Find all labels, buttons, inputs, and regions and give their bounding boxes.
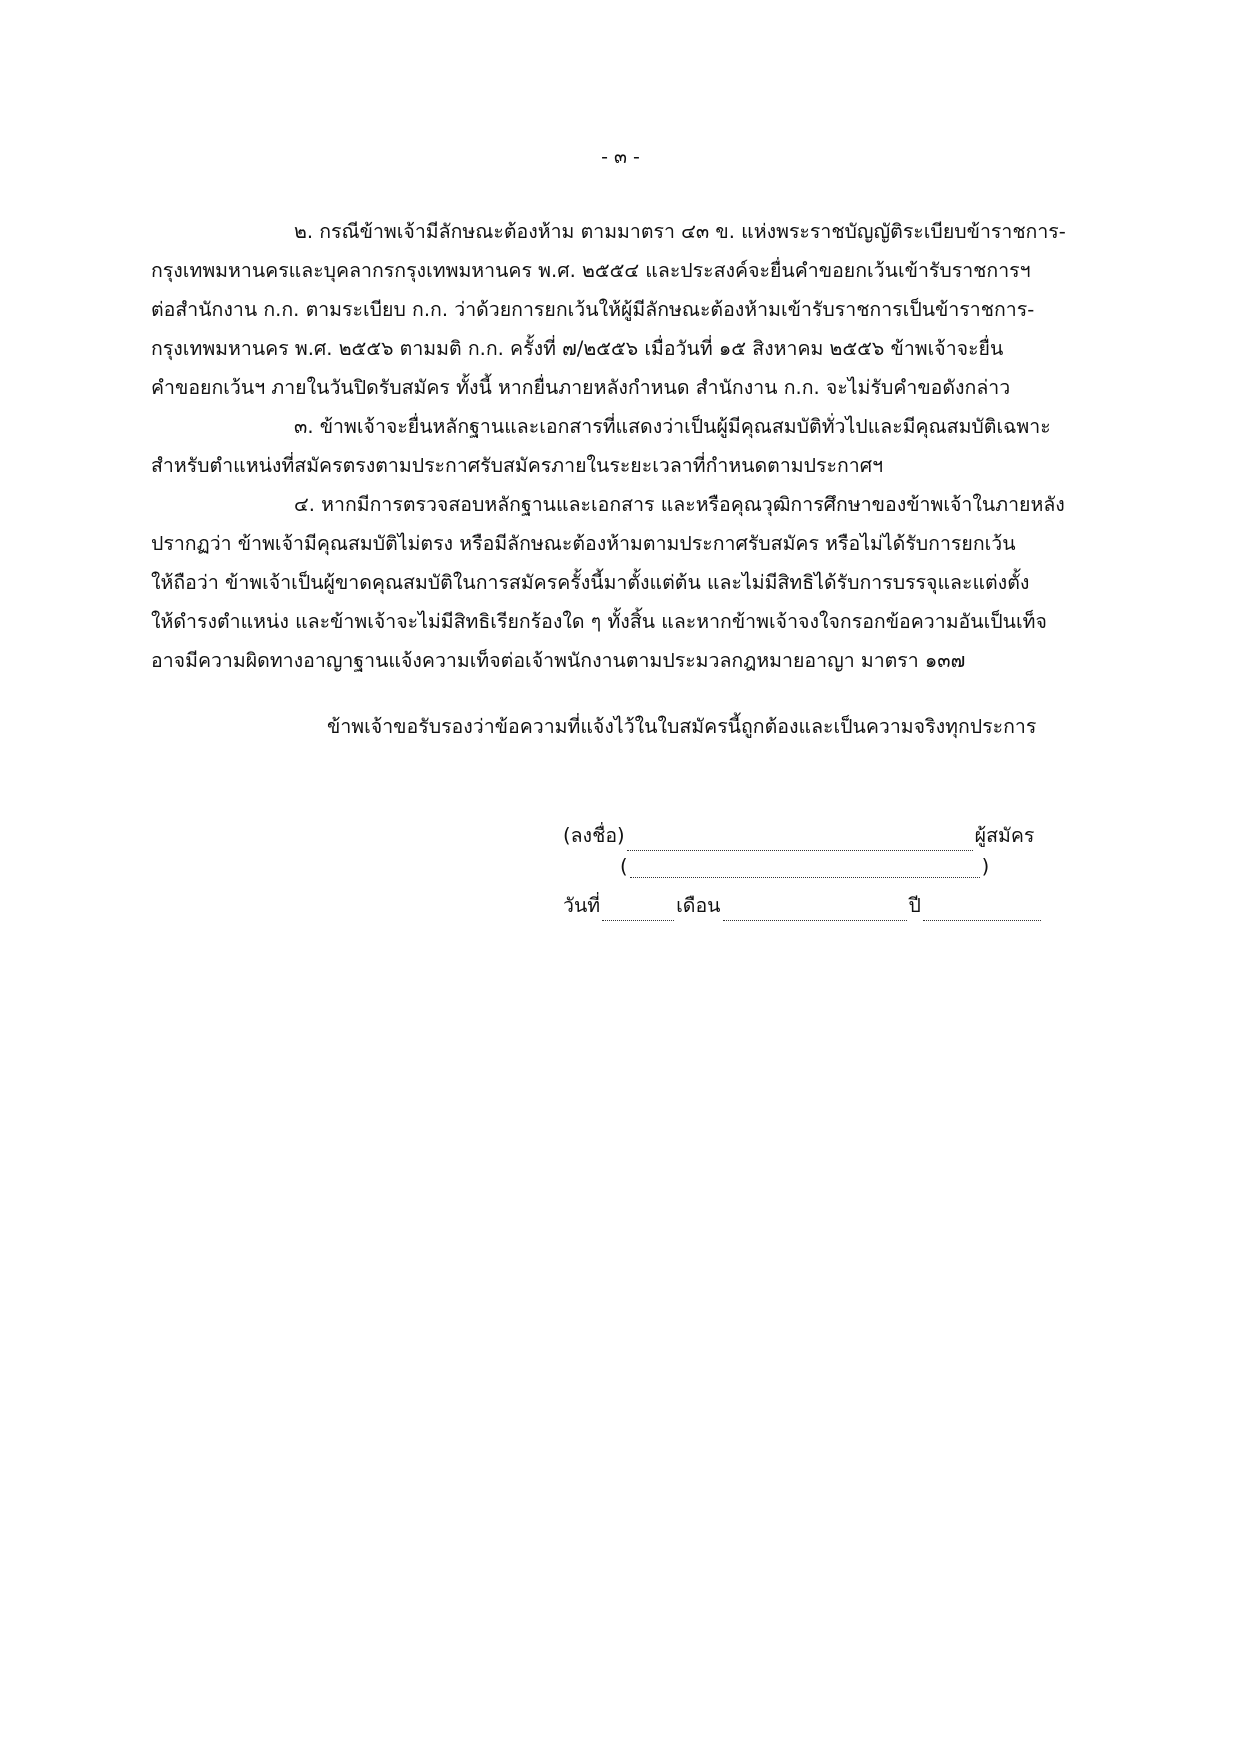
printed-name-blank[interactable] xyxy=(630,855,980,878)
applicant-label: ผู้สมัคร xyxy=(974,824,1035,847)
certification-statement: ข้าพเจ้าขอรับรองว่าข้อความที่แจ้งไว้ในใบสมัครนี้ถูกต้องและเป็นความจริงทุกประการ xyxy=(327,715,1037,738)
date-line xyxy=(563,890,1043,921)
open-paren: ( xyxy=(620,855,628,878)
paragraph-3-line-2: สำหรับตำแหน่งที่สมัครตรงตามประกาศรับสมัครภายในระยะเวลาที่กำหนดตามประกาศฯ xyxy=(151,454,884,477)
signature-blank[interactable] xyxy=(627,828,973,851)
paragraph-2-line-1: ๒. กรณีข้าพเจ้ามีลักษณะต้องห้าม ตามมาตรา ๔๓ ข. แห่งพระราชบัญญัติระเบียบข้าราชการ- xyxy=(294,220,1066,243)
paragraph-2-line-4: กรุงเทพมหานคร พ.ศ. ๒๕๕๖ ตามมติ ก.ก. ครั้งที่ ๗/๒๕๕๖ เมื่อวันที่ ๑๕ สิงหาคม ๒๕๕๖ ข้าพเจ้าจะยื่น xyxy=(151,337,1004,360)
paragraph-4-line-2: ปรากฏว่า ข้าพเจ้ามีคุณสมบัติไม่ตรง หรือมีลักษณะต้องห้ามตามประกาศรับสมัคร หรือไม่ได้รับการยกเว้น xyxy=(151,532,1016,555)
paragraph-4-line-4: ให้ดำรงตำแหน่ง และข้าพเจ้าจะไม่มีสิทธิเรียกร้องใด ๆ ทั้งสิ้น และหากข้าพเจ้าจงใจกรอกข้อความอันเป็นเท็จ xyxy=(151,610,1047,633)
close-paren: ) xyxy=(981,855,990,878)
page-number: - ๓ - xyxy=(601,146,640,168)
month-blank[interactable] xyxy=(723,898,907,921)
year-blank[interactable] xyxy=(923,898,1041,921)
paragraph-4-line-1: ๔. หากมีการตรวจสอบหลักฐานและเอกสาร และหรือคุณวุฒิการศึกษาของข้าพเจ้าในภายหลัง xyxy=(294,493,1065,516)
paragraph-3-line-1: ๓. ข้าพเจ้าจะยื่นหลักฐานและเอกสารที่แสดงว่าเป็นผู้มีคุณสมบัติทั่วไปและมีคุณสมบัติเฉพาะ xyxy=(294,415,1051,438)
paragraph-2-line-5: คำขอยกเว้นฯ ภายในวันปิดรับสมัคร ทั้งนี้ หากยื่นภายหลังกำหนด สำนักงาน ก.ก. จะไม่รับคำขอดังกล่าว xyxy=(151,376,1011,399)
day-blank[interactable] xyxy=(602,898,674,921)
year-label: ปี xyxy=(908,894,921,917)
printed-name-line xyxy=(620,855,989,878)
paragraph-2-line-3: ต่อสำนักงาน ก.ก. ตามระเบียบ ก.ก. ว่าด้วยการยกเว้นให้ผู้มีลักษณะต้องห้ามเข้ารับราชการเป็นข้าราชการ- xyxy=(151,298,1035,321)
paragraph-4-line-5: อาจมีความผิดทางอาญาฐานแจ้งความเท็จต่อเจ้าพนักงานตามประมวลกฎหมายอาญา มาตรา ๑๓๗ xyxy=(151,649,966,672)
month-label: เดือน xyxy=(676,894,721,917)
signature-line xyxy=(563,820,1034,851)
sign-label: (ลงชื่อ) xyxy=(563,824,625,847)
paragraph-2-line-2: กรุงเทพมหานครและบุคลากรกรุงเทพมหานคร พ.ศ. ๒๕๕๔ และประสงค์จะยื่นคำขอยกเว้นเข้ารับราชการฯ xyxy=(151,259,1031,282)
paragraph-4-line-3: ให้ถือว่า ข้าพเจ้าเป็นผู้ขาดคุณสมบัติในการสมัครครั้งนี้มาตั้งแต่ต้น และไม่มีสิทธิได้รับการบรรจุและแต่งตั้ง xyxy=(151,571,1030,594)
day-label: วันที่ xyxy=(563,894,601,917)
